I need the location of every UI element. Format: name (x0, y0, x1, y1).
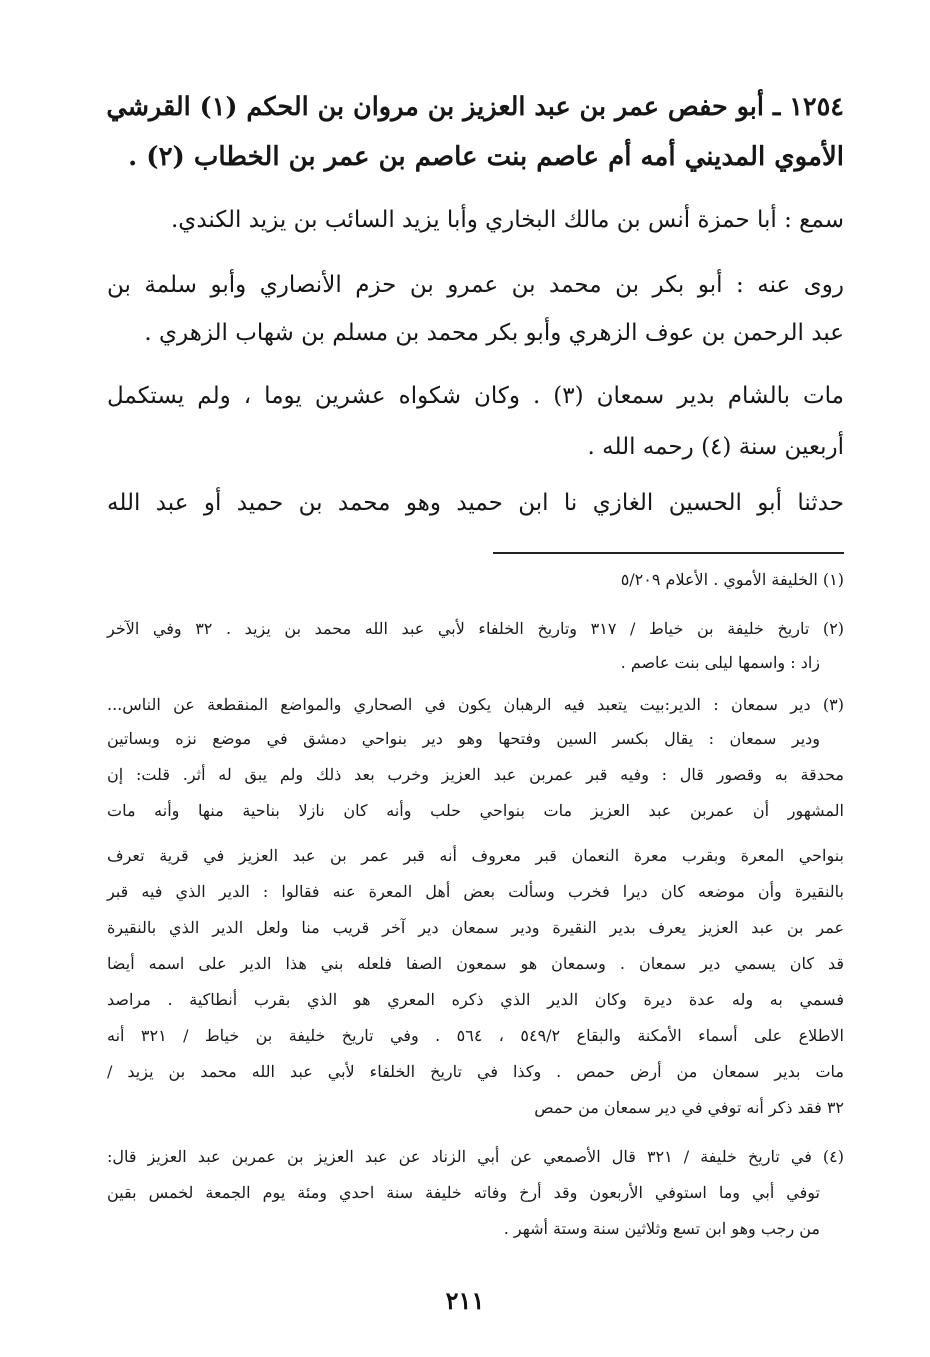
entry-heading-line1: ١٢٥٤ ـ أبو حفص عمر بن عبد العزيز بن مروان بن الحكم (١) القرشي (106, 92, 844, 122)
footnote-4-line3: من رجب وهو ابن تسع وثلاثين سنة وستة أشهر . (503, 1219, 820, 1238)
footnote-3-line12: ٣٢ فقد ذكر أنه توفي في دير سمعان من حمص (534, 1098, 844, 1117)
narrated-by-line1: روى عنه : أبو بكر بن محمد بن عمرو بن حزم الأنصاري وأبو سلمة بن (107, 272, 844, 298)
footnote-3-line4: المشهور أن عمربن عبد العزيز مات بنواحي حلب وأنه كان نازلا بناحية منها وأنه مات (107, 801, 844, 820)
hadith-line1: حدثنا أبو الحسين الغازي نا ابن حميد وهو محمد بن حميد أو عبد الله (107, 490, 844, 516)
footnote-3-line6: بالنقيرة وأن موضعه كان ديرا فخرب وسألت بعض أهل المعرة عنه فقالوا : الدير الذي فيه قبر (107, 882, 844, 901)
footnote-2-line2: زاد : واسمها ليلى بنت عاصم . (620, 653, 820, 672)
footnote-3-line3: محدقة به وقصور قال : وفيه قبر عمربن عبد العزيز وخرب بعد ذلك ولم يبق له أثر. قلت: إن (107, 765, 844, 784)
heard-from-paragraph: سمع : أبا حمزة أنس بن مالك البخاري وأبا يزيد السائب بن يزيد الكندي. (171, 207, 844, 233)
footnote-3-line5: بنواحي المعرة وبقرب معرة النعمان قبر معروف أنه قبر عمر بن عبد العزيز في قرية تعرف (107, 846, 844, 865)
death-line2: أربعين سنة (٤) رحمه الله . (587, 434, 844, 460)
footnote-3-line7: عمر بن عبد العزيز يعرف بدير النقيرة ودير سمعان دير آخر قريب منا ولعل الدير الذي بالنقيرة (107, 918, 844, 937)
footnote-3-line9: فسمي به وله عدة ديرة وكان الدير الذي ذكره المعري هو الذي بقرب أنطاكية . مراصد (107, 990, 844, 1009)
footnote-2-line1: (٢) تاريخ خليفة بن خياط / ٣١٧ وتاريخ الخلفاء لأبي عبد الله محمد بن يزيد . ٣٢ وفي الآخر (107, 619, 845, 638)
death-line1: مات بالشام بدير سمعان (٣) . وكان شكواه عشرين يوما ، ولم يستكمل (107, 383, 844, 409)
footnote-1: (١) الخليفة الأموي . الأعلام ٥/٢٠٩ (620, 570, 844, 589)
footnote-3-line1: (٣) دير سمعان : الدير:بيت يتعبد فيه الرهبان يكون في الصحاري والمواضع المنقطعة عن الناس... (107, 695, 844, 714)
page-number: ٢١١ (445, 1286, 485, 1315)
narrated-by-line2: عبد الرحمن بن عوف الزهري وأبو بكر محمد بن مسلم بن شهاب الزهري . (144, 320, 844, 346)
footnote-3-line11: مات بدير سمعان من أرض حمص . وكذا في تاريخ الخلفاء لأبي عبد الله محمد بن يزيد / (107, 1062, 844, 1081)
footnote-separator (493, 552, 844, 554)
footnote-3-line2: ودير سمعان : يقال بكسر السين وفتحها وهو دير بنواحي دمشق في موضع نزه وبساتين (107, 729, 820, 748)
footnote-3-line10: الاطلاع على أسماء الأمكنة والبقاع ٥٤٩/٢ ، ٥٦٤ . وفي تاريخ خليفة بن خياط / ٣٢١ أنه (107, 1026, 845, 1045)
entry-heading-line2: الأموي المديني أمه أم عاصم بنت عاصم بن عمر بن الخطاب (٢) . (128, 142, 844, 172)
footnote-4-line1: (٤) في تاريخ خليفة / ٣٢١ قال الأصمعي عن أبي الزناد عن عبد العزيز بن عمربن عبد العزيز قال: (107, 1147, 844, 1166)
footnote-4-line2: توفي أبي وما استوفي الأربعون وقد أرخ وفاته خليفة سنة احدي ومئة يوم الجمعة لخمس بقين (107, 1183, 820, 1202)
footnote-3-line8: قد كان يسمي دير سمعان . وسمعان هو سمعون الصفا فلعله بني هذا الدير على اسمه أيضا (107, 954, 844, 973)
